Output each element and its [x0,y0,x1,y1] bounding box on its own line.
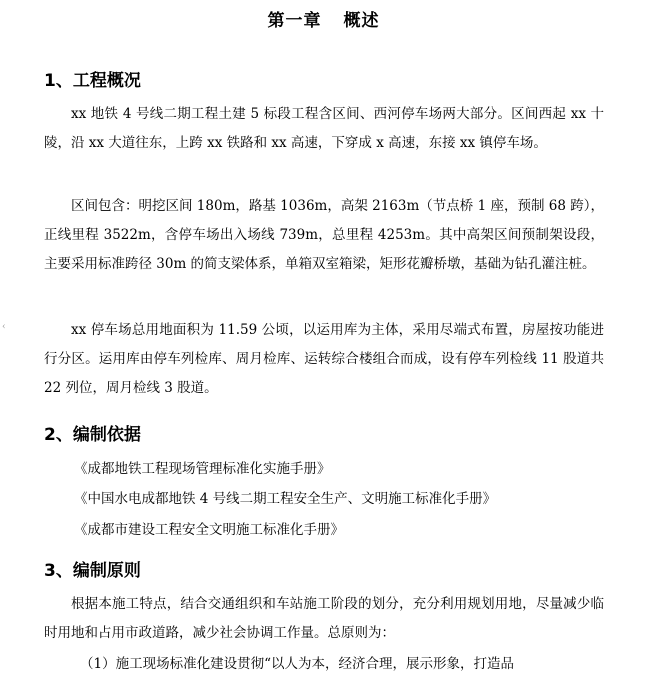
section-heading-3: 3、编制原则 [44,561,141,581]
paragraph-section-contents: 区间包含：明挖区间 180m，路基 1036m，高架 2163m（节点桥 1 座，预制 68 跨），正线里程 3522m，含停车场出入场线 739m，总里程 4253m。其中高架区间预制架设段，主要采用标准跨径 30m 的简支梁体系，单箱双室箱梁，矩形花瓣桥墩，基础为钻孔灌注桩。 [44,198,604,272]
section-heading-1: 1、工程概况 [44,71,141,91]
reference-item: 《中国水电成都地铁 4 号线二期工程安全生产、文明施工标准化手册》 [74,491,497,507]
reference-item: 《成都地铁工程现场管理标准化实施手册》 [74,461,331,477]
chapter-title [0,6,647,31]
paragraph-project-overview: xx 地铁 4 号线二期工程土建 5 标段工程含区间、西河停车场两大部分。区间西起 xx 十陵，沿 xx 大道往东，上跨 xx 铁路和 xx 高速，下穿成 x 高速，东接 xx 镇停车场。 [44,106,604,151]
reference-item: 《成都市建设工程安全文明施工标准化手册》 [74,522,344,538]
paragraph-principle-item-1: （1）施工现场标准化建设贯彻“以人为本，经济合理，展示形象，打造品 [80,656,514,672]
chapter-number: 第一章 [267,11,322,31]
paragraph-principles: 根据本施工特点，结合交通组织和车站施工阶段的划分，充分利用规划用地，尽量减少临时用地和占用市政道路，减少社会协调工作量。总原则为： [44,596,604,641]
chapter-name: 概述 [343,11,380,31]
paragraph-parking-depot: xx 停车场总用地面积为 11.59 公顷，以运用库为主体，采用尽端式布置，房屋按功能进行分区。运用库由停车列检库、周月检库、运转综合楼组合而成，设有停车列检线 11 股道共 22 列位，周月检线 3 股道。 [44,322,604,396]
margin-mark: ‹ [2,322,6,332]
section-heading-2: 2、编制依据 [44,425,141,445]
